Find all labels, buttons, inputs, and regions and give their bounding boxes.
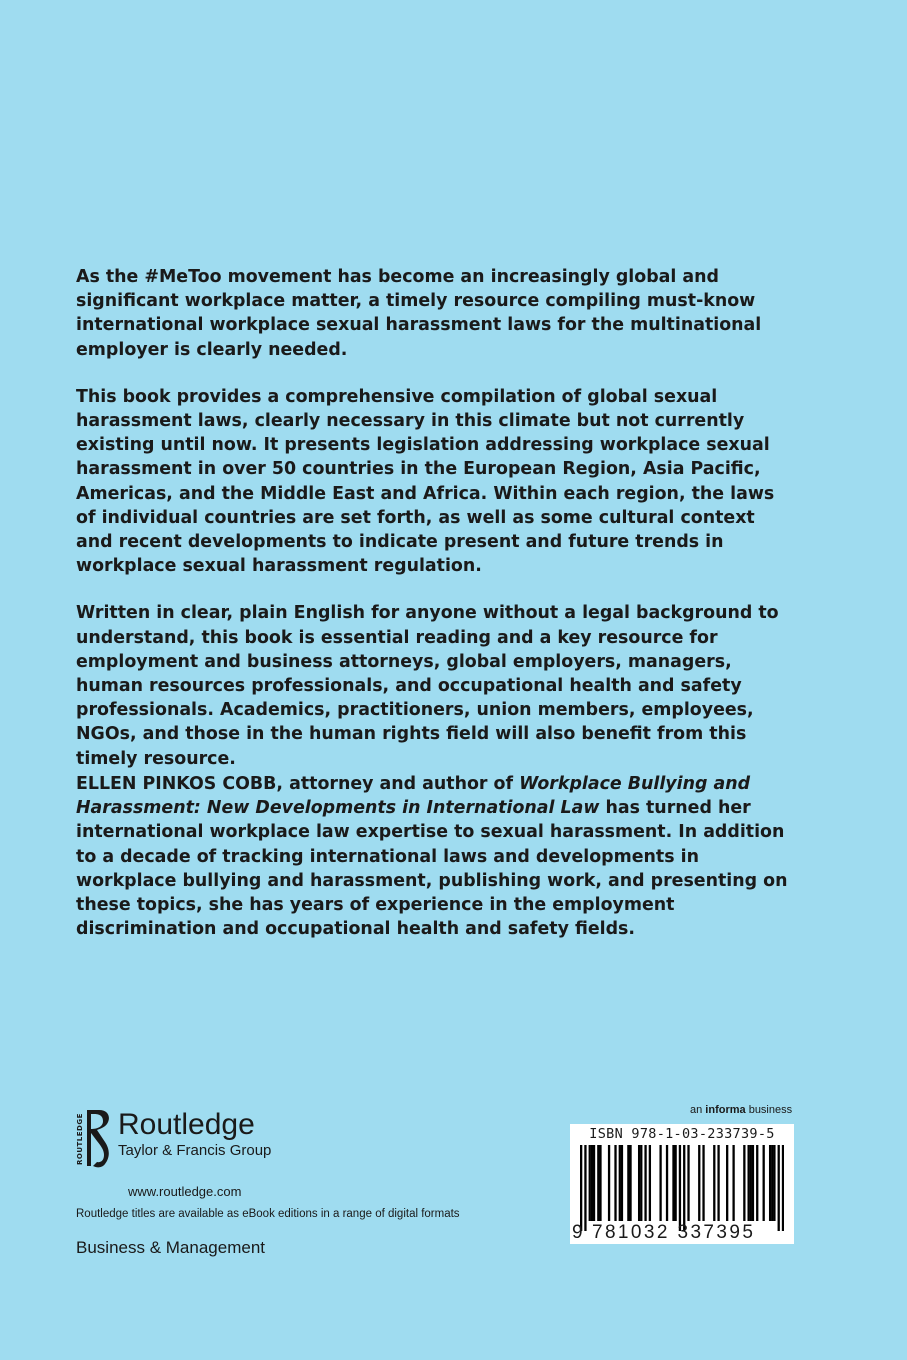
barcode-bar bbox=[732, 1145, 734, 1221]
barcode-bar bbox=[640, 1145, 642, 1221]
blurb-paragraph-1: As the #MeToo movement has become an increasingly global and significant workplace matter, a timely resource compiling must-know international workplace sexual harassment laws for the multinational employer is clearly needed. bbox=[76, 267, 762, 360]
barcode-bar bbox=[584, 1145, 586, 1231]
isbn-digits: 781032 337395 bbox=[592, 1222, 756, 1243]
blurb-paragraph-2: This book provides a comprehensive compilation of global sexual harassment laws, clearly necessary in this climate but not currently existing until now. It presents legislation addressing workplace sexual harassment in over 50 countries in the European Region, Asia Pacific, Americas, and the Middle East and Africa. Within each region, the laws of individual countries are set forth, as well as some cultural context and recent developments to indicate present and future trends in workplace sexual harassment regulation. bbox=[76, 386, 775, 577]
barcode-bar bbox=[782, 1145, 784, 1231]
barcode-bar bbox=[589, 1145, 591, 1221]
barcode-bar bbox=[763, 1145, 765, 1221]
barcode-bar bbox=[679, 1145, 681, 1231]
barcode-bar bbox=[698, 1145, 700, 1221]
barcode-bar bbox=[597, 1145, 599, 1221]
barcode-bar bbox=[713, 1145, 715, 1221]
barcode-bar bbox=[599, 1145, 601, 1221]
barcode-bar bbox=[769, 1145, 771, 1221]
barcode-bar bbox=[644, 1145, 646, 1221]
barcode-bar bbox=[621, 1145, 623, 1221]
author-bio: ELLEN PINKOS COBB, attorney and author of Workplace Bullying and Harassment: New Developments in International Law has turned her international workplace law expertise to sexual harassment. In addition to a decade of tracking international laws and developments in workplace bullying and harassment, publishing work, and presenting on these topics, she has years of experience in the employment discrimination and occupational health and safety fields. bbox=[76, 774, 788, 940]
barcode-bar bbox=[593, 1145, 595, 1221]
barcode-bar bbox=[756, 1145, 758, 1221]
blurb-paragraph-3: Written in clear, plain English for anyone without a legal background to understand, this book is essential reading and a key resource for employment and business attorneys, global employers, managers, human resources professionals, and occupational health and safety professionals. Academics, practitioners, union members, employees, NGOs, and those in the human rights field will also benefit from this timely resource. bbox=[76, 603, 779, 769]
barcode-bar bbox=[687, 1145, 689, 1221]
previous-book-title: Workplace Bullying and Harassment: New Developments in International Law bbox=[76, 774, 751, 819]
isbn-label: ISBN 978-1-03-233739-5 bbox=[589, 1126, 775, 1142]
isbn-first-digit: 9 bbox=[572, 1222, 585, 1243]
barcode-bar bbox=[659, 1145, 661, 1221]
barcode-bar bbox=[752, 1145, 754, 1221]
barcode-bar bbox=[771, 1145, 773, 1221]
barcode-bar bbox=[747, 1145, 749, 1221]
barcode-bar bbox=[672, 1145, 674, 1221]
barcode-bar bbox=[683, 1145, 685, 1231]
subject-category: Business & Management bbox=[76, 1238, 265, 1257]
barcode-bar bbox=[638, 1145, 640, 1221]
publisher-block bbox=[76, 1108, 496, 1258]
barcode-bar bbox=[773, 1145, 775, 1221]
blurb bbox=[76, 265, 796, 794]
barcode-bar bbox=[726, 1145, 728, 1221]
barcode-bar bbox=[778, 1145, 780, 1231]
ebook-note: Routledge titles are available as eBook editions in a range of digital formats bbox=[76, 1208, 460, 1220]
barcode-bar bbox=[717, 1145, 719, 1221]
routledge-r-icon: ROUTLEDGE bbox=[76, 1108, 112, 1170]
barcode-bar bbox=[702, 1145, 704, 1221]
publisher-name: Routledge bbox=[118, 1108, 255, 1141]
isbn-barcode bbox=[570, 1124, 794, 1244]
barcode-bar bbox=[666, 1145, 668, 1221]
barcode-bar bbox=[627, 1145, 629, 1221]
routledge-logo bbox=[76, 1108, 496, 1170]
publisher-group: Taylor & Francis Group bbox=[118, 1142, 272, 1159]
barcode-bar bbox=[580, 1145, 582, 1231]
barcode-bar bbox=[750, 1145, 752, 1221]
author-name: ELLEN PINKOS COBB bbox=[76, 774, 277, 794]
informa-tagline: an informa business bbox=[690, 1104, 793, 1116]
barcode-bar bbox=[649, 1145, 651, 1221]
barcode-bar bbox=[608, 1145, 610, 1221]
barcode-bar bbox=[619, 1145, 621, 1221]
barcode-bar bbox=[674, 1145, 676, 1221]
barcode-bar bbox=[614, 1145, 616, 1221]
barcode-bar bbox=[629, 1145, 631, 1221]
barcode-bar bbox=[591, 1145, 593, 1221]
barcode-bar bbox=[743, 1145, 745, 1221]
publisher-website: www.routledge.com bbox=[128, 1184, 242, 1199]
